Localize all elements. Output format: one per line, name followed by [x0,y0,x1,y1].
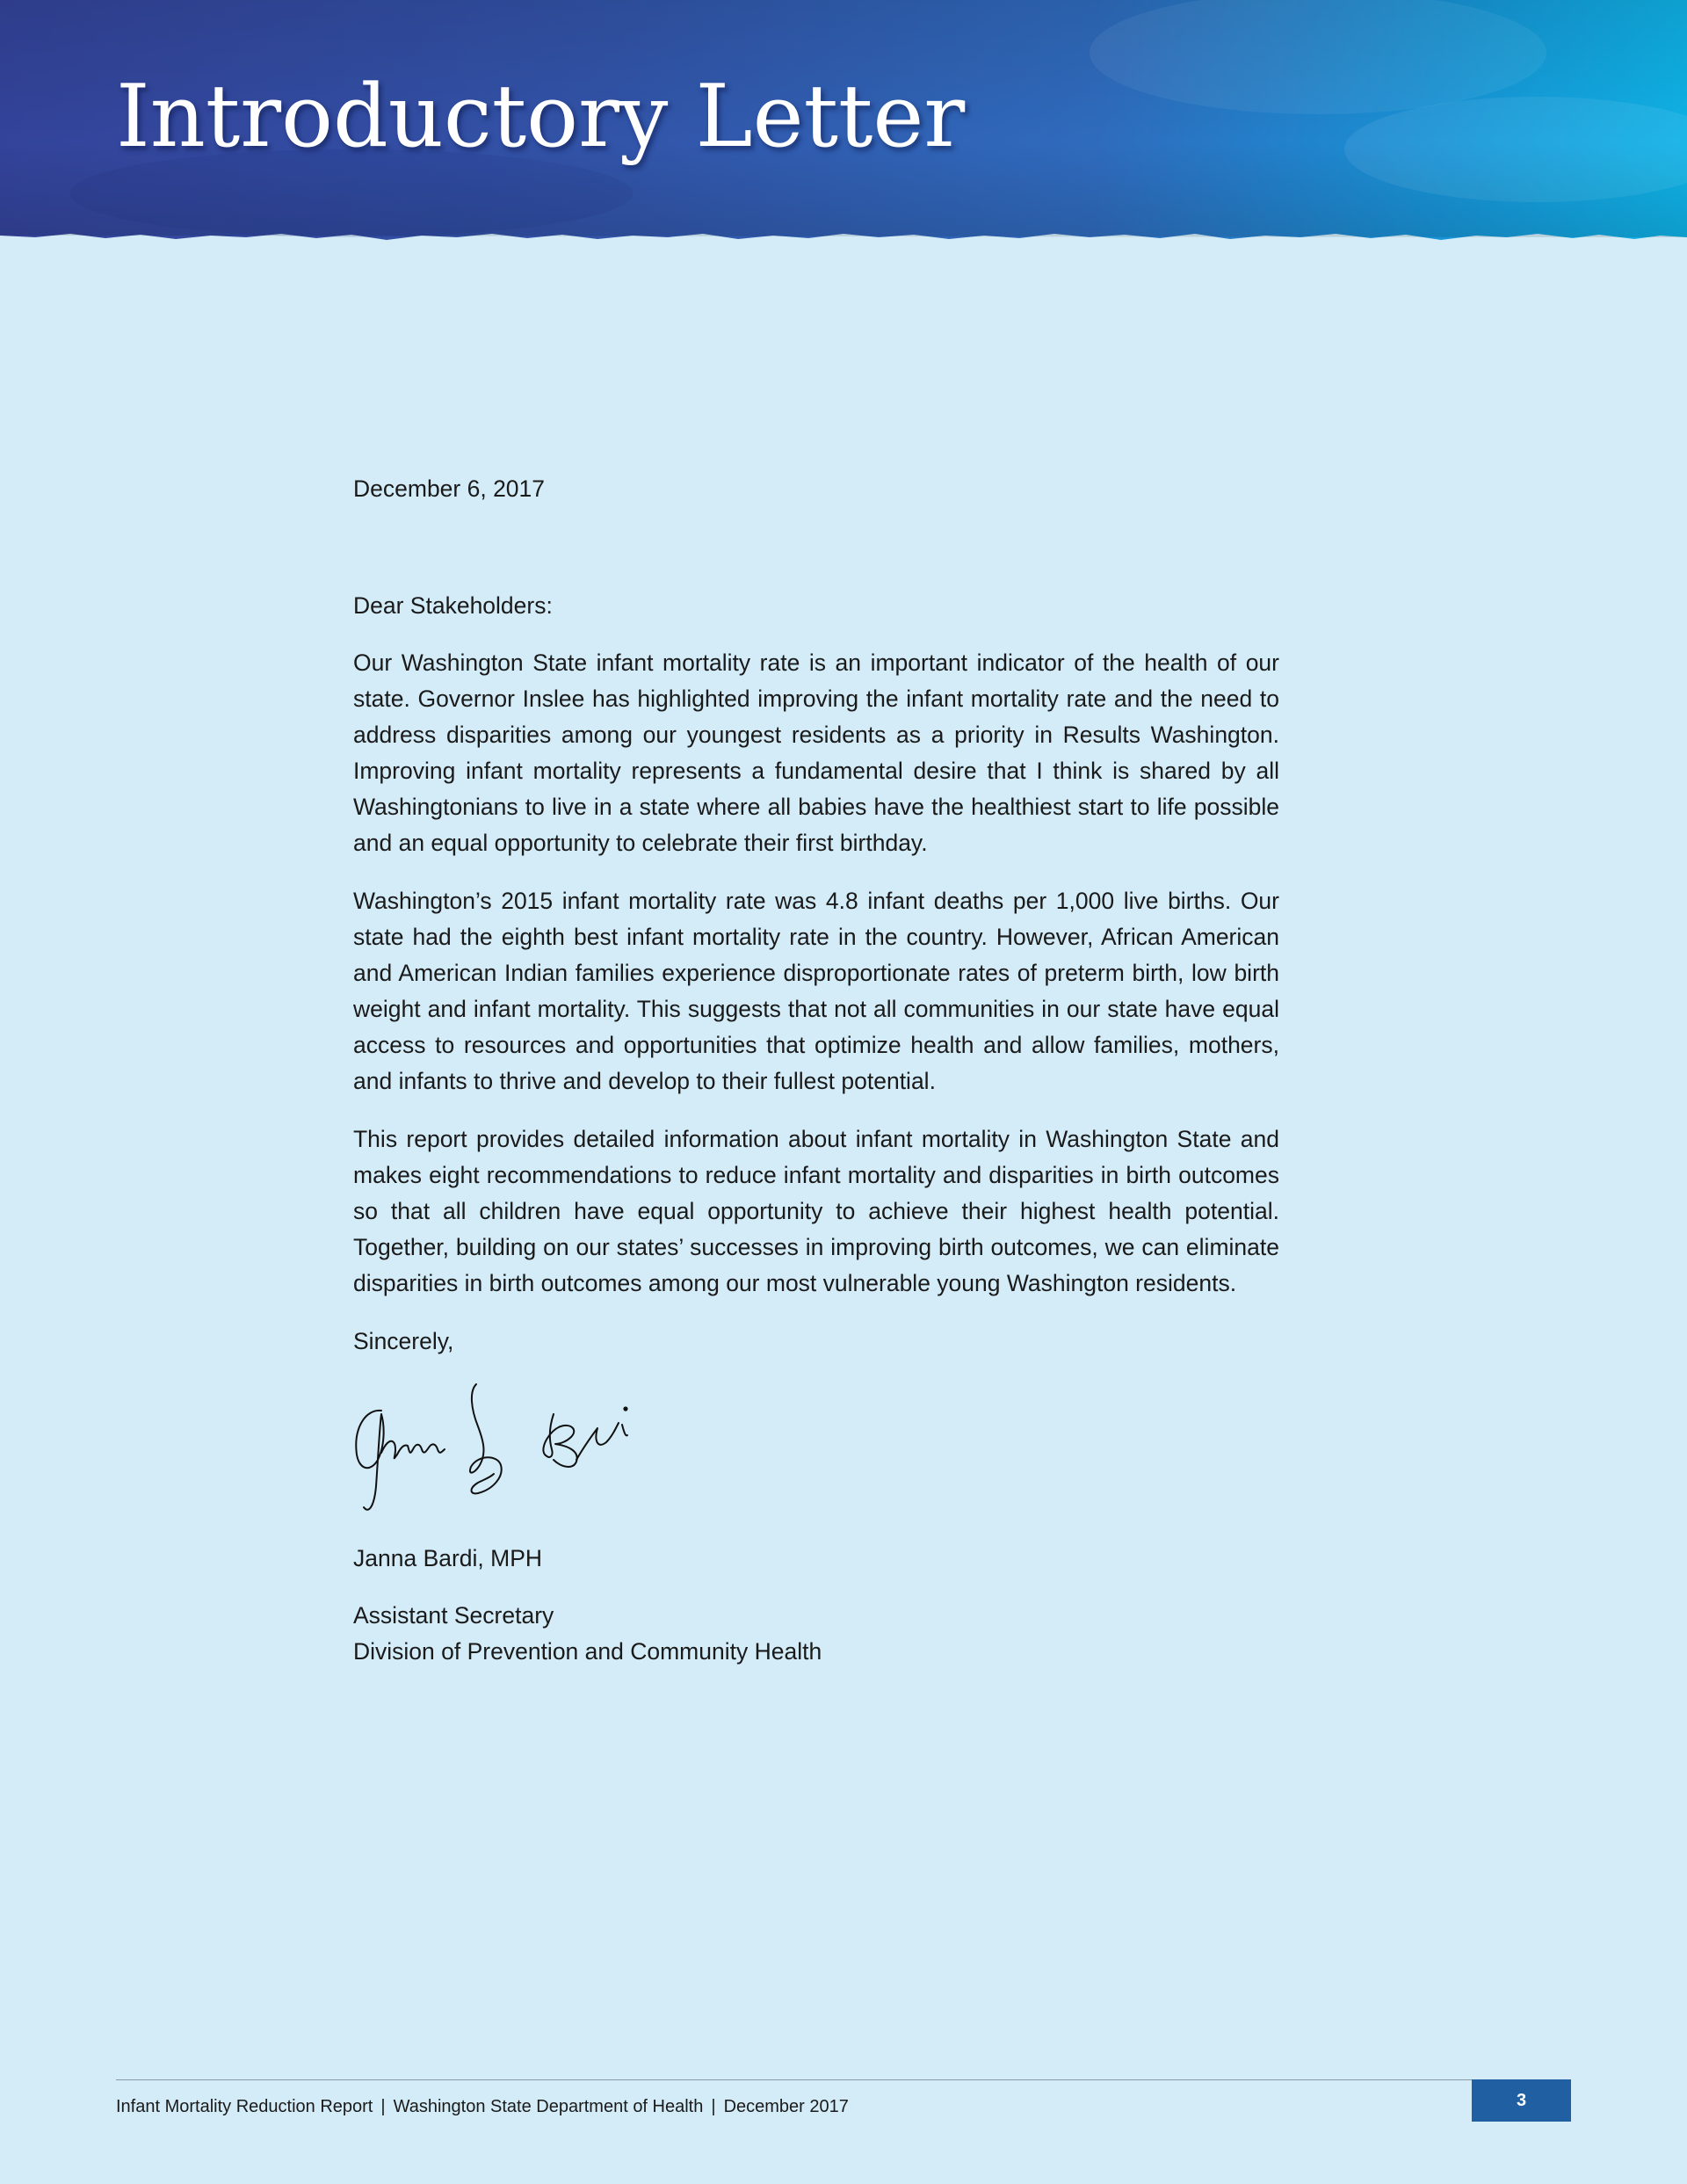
letter-closing: Sincerely, [353,1328,454,1354]
footer-report-name: Infant Mortality Reduction Report [116,2097,373,2116]
footer-date: December 2017 [723,2097,849,2116]
header-banner [0,0,1687,246]
footer-separator: | [711,2097,716,2116]
page-title: Introductory Letter [116,67,966,167]
signer-name: Janna Bardi, MPH [353,1545,543,1571]
signer-division: Division of Prevention and Community Health [353,1638,822,1665]
letter-body [353,471,1279,1670]
letter-date: December 6, 2017 [353,475,546,502]
handwritten-signature-icon [346,1374,645,1532]
letter-paragraph: Our Washington State infant mortality rate is an important indicator of the health of our state. Governor Inslee has highlighted improving the infant mortality rate and the need to address disparities among our youngest residents as a priority in Results Washington. Improving infant mortality represents a fundamental desire that I think is shared by all Washingtonians to live in a state where all babies have the healthiest start to life possible and an equal opportunity to celebrate their first birthday. [353,649,1279,856]
page-number-badge: 3 [1472,2079,1571,2122]
letter-paragraph: Washington’s 2015 infant mortality rate was 4.8 infant deaths per 1,000 live births. Our state had the eighth best infant mortality rate in the country. However, African American and American Indian families experience disproportionate rates of preterm birth, low birth weight and infant mortality. This suggests that not all communities in our state have equal access to resources and opportunities that optimize health and allow families, mothers, and infants to thrive and develop to their fullest potential. [353,888,1279,1094]
footer-department: Washington State Department of Health [393,2097,704,2116]
letter-paragraph: This report provides detailed information about infant mortality in Washington State and makes eight recommendations to reduce infant mortality and disparities in birth outcomes so that all children have equal opportunity to achieve their highest health potential. Together, building on our states’ successes in improving birth outcomes, we can eliminate disparities in birth outcomes among our most vulnerable young Washington residents. [353,1126,1279,1296]
letter-greeting: Dear Stakeholders: [353,592,553,619]
page-footer [116,2095,849,2118]
footer-separator: | [380,2097,386,2116]
footer-divider [116,2079,1571,2080]
signer-title: Assistant Secretary [353,1602,554,1629]
